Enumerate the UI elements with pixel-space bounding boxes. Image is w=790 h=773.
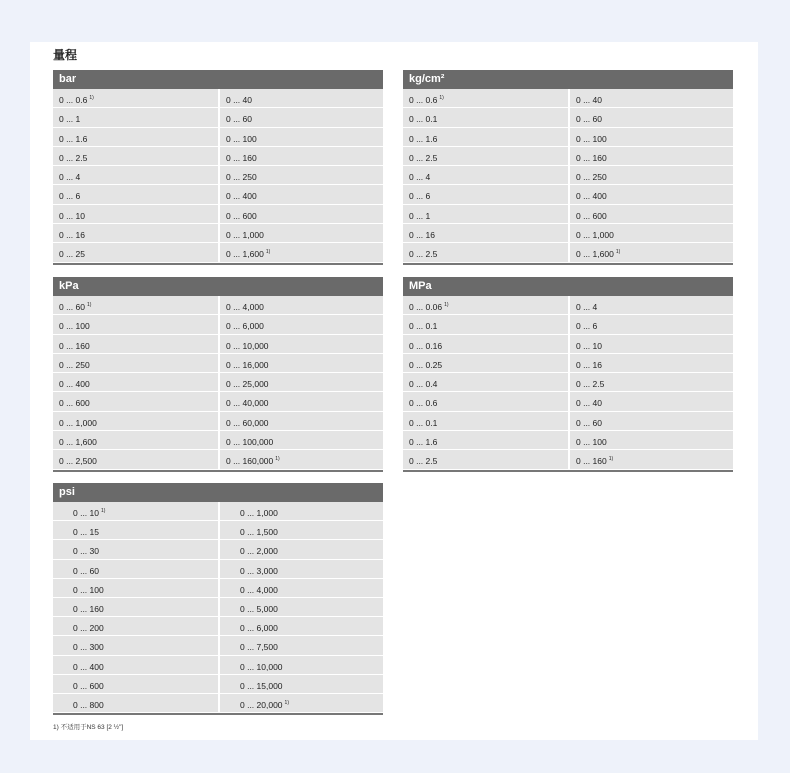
range-value: 0 ... 2.5 — [409, 249, 438, 260]
left-range-cell — [403, 450, 568, 468]
table-row — [53, 450, 383, 469]
range-value: 0 ... 60 — [226, 114, 252, 125]
range-value: 0 ... 6 — [59, 191, 81, 202]
table-row — [403, 166, 733, 185]
range-sheet — [30, 42, 758, 740]
range-value: 0 ... 25 — [59, 249, 85, 260]
table-row — [53, 335, 383, 354]
right-range-cell — [568, 224, 733, 242]
right-range-cell — [218, 502, 383, 520]
table-row — [403, 205, 733, 224]
page-title: 量程 — [53, 48, 78, 62]
table-row — [403, 147, 733, 166]
table-row — [53, 128, 383, 147]
range-value: 0 ... 600 — [576, 210, 607, 221]
right-range-cell — [218, 185, 383, 203]
left-range-cell — [403, 89, 568, 107]
right-range-cell — [218, 617, 383, 635]
range-value: 0 ... 100 — [73, 584, 104, 595]
table-row — [53, 617, 383, 636]
left-range-cell — [53, 598, 218, 616]
left-range-cell — [53, 128, 218, 146]
left-range-cell — [53, 296, 218, 314]
range-value: 0 ... 60 — [59, 302, 85, 312]
range-value: 0 ... 60 — [73, 565, 99, 576]
range-value: 0 ... 5,000 — [240, 603, 278, 614]
range-value: 0 ... 400 — [576, 191, 607, 202]
table-row — [53, 147, 383, 166]
range-value: 0 ... 1,000 — [59, 417, 97, 428]
footnote-marker: 1) — [439, 95, 444, 101]
left-range-cell — [403, 296, 568, 314]
table-row — [403, 335, 733, 354]
left-range-cell — [403, 108, 568, 126]
footnote-marker: 1) — [101, 508, 106, 514]
range-value: 0 ... 0.6 — [409, 398, 438, 409]
range-value: 0 ... 16 — [59, 230, 85, 241]
left-range-cell — [403, 205, 568, 223]
range-value: 0 ... 4 — [576, 302, 598, 312]
range-value: 0 ... 160 — [226, 152, 257, 163]
footnote-marker: 1) — [275, 456, 280, 463]
right-range-cell — [568, 147, 733, 165]
range-value: 0 ... 160 — [73, 603, 104, 614]
table-row — [403, 450, 733, 469]
table-header: MPa — [403, 277, 733, 296]
range-value: 0 ... 25,000 — [226, 379, 269, 390]
table-row — [53, 560, 383, 579]
right-range-cell — [218, 224, 383, 242]
table-row — [403, 89, 733, 108]
right-range-cell — [568, 185, 733, 203]
left-range-cell — [53, 675, 218, 693]
right-range-cell — [218, 315, 383, 333]
left-range-cell — [403, 128, 568, 146]
range-value: 0 ... 2.5 — [59, 152, 88, 163]
table-row — [403, 128, 733, 147]
right-range-cell — [218, 89, 383, 107]
range-value: 0 ... 20,000 — [240, 699, 283, 710]
range-value: 0 ... 0.06 — [409, 302, 443, 312]
range-value: 0 ... 15 — [73, 527, 99, 538]
right-range-cell — [218, 560, 383, 578]
range-value: 0 ... 16 — [409, 230, 435, 241]
range-value: 0 ... 60 — [576, 114, 602, 125]
table-header: bar — [53, 70, 383, 89]
range-value: 0 ... 1,000 — [240, 508, 278, 518]
right-range-cell — [218, 412, 383, 430]
table-row — [53, 373, 383, 392]
kgcm2-range-table — [403, 70, 733, 265]
range-value: 0 ... 0.6 — [409, 95, 438, 105]
right-range-cell — [218, 166, 383, 184]
right-range-cell — [568, 315, 733, 333]
range-value: 0 ... 160 — [59, 340, 90, 351]
table-row — [53, 694, 383, 713]
left-range-cell — [403, 315, 568, 333]
right-range-cell — [218, 675, 383, 693]
range-value: 0 ... 160 — [576, 152, 607, 163]
left-range-cell — [53, 617, 218, 635]
table-row — [53, 89, 383, 108]
range-value: 0 ... 10,000 — [226, 340, 269, 351]
range-value: 0 ... 1.6 — [59, 133, 88, 144]
table-header: psi — [53, 483, 383, 502]
footnote-marker: 1) — [89, 95, 94, 101]
right-range-cell — [568, 108, 733, 126]
range-value: 0 ... 1,600 — [226, 249, 264, 260]
footnote-marker: 1) — [444, 302, 449, 308]
range-value: 0 ... 0.25 — [409, 359, 443, 370]
range-value: 0 ... 4,000 — [226, 302, 264, 312]
range-value: 0 ... 10 — [59, 210, 85, 221]
left-range-cell — [403, 335, 568, 353]
range-value: 0 ... 600 — [59, 398, 90, 409]
range-value: 0 ... 4 — [409, 172, 431, 183]
range-value: 0 ... 1.6 — [409, 437, 438, 448]
psi-range-table — [53, 483, 383, 715]
range-value: 0 ... 0.16 — [409, 340, 443, 351]
range-value: 0 ... 100 — [576, 437, 607, 448]
range-value: 0 ... 1,600 — [59, 437, 97, 448]
range-value: 0 ... 1,500 — [240, 527, 278, 538]
range-value: 0 ... 0.1 — [409, 114, 438, 125]
right-range-cell — [568, 243, 733, 261]
right-range-cell — [218, 296, 383, 314]
table-row — [53, 315, 383, 334]
range-value: 0 ... 6,000 — [226, 321, 264, 332]
range-value: 0 ... 1 — [59, 114, 81, 125]
range-value: 0 ... 160 — [576, 456, 607, 467]
right-range-cell — [218, 354, 383, 372]
range-value: 0 ... 4,000 — [240, 584, 278, 595]
right-range-cell — [568, 296, 733, 314]
right-range-cell — [218, 431, 383, 449]
range-value: 0 ... 0.6 — [59, 95, 88, 105]
left-range-cell — [53, 335, 218, 353]
right-range-cell — [218, 373, 383, 391]
table-row — [403, 224, 733, 243]
left-range-cell — [53, 373, 218, 391]
right-range-cell — [568, 335, 733, 353]
left-range-cell — [403, 373, 568, 391]
range-value: 0 ... 4 — [59, 172, 81, 183]
table-row — [403, 392, 733, 411]
table-row — [53, 185, 383, 204]
left-range-cell — [53, 89, 218, 107]
footnote-marker: 1) — [87, 302, 92, 308]
range-value: 0 ... 250 — [59, 359, 90, 370]
right-range-cell — [218, 598, 383, 616]
table-row — [53, 502, 383, 521]
table-row — [53, 243, 383, 262]
table-row — [53, 166, 383, 185]
left-range-cell — [53, 636, 218, 654]
range-value: 0 ... 3,000 — [240, 565, 278, 576]
range-value: 0 ... 1 — [409, 210, 431, 221]
left-range-cell — [53, 412, 218, 430]
left-range-cell — [403, 392, 568, 410]
footnote: 1) 不适用于NS 63 [2 ½"] — [53, 724, 124, 731]
right-range-cell — [218, 108, 383, 126]
left-range-cell — [53, 166, 218, 184]
range-value: 0 ... 0.4 — [409, 379, 438, 390]
right-range-cell — [218, 521, 383, 539]
table-row — [53, 675, 383, 694]
table-row — [53, 108, 383, 127]
right-range-cell — [568, 412, 733, 430]
left-range-cell — [53, 315, 218, 333]
range-value: 0 ... 2.5 — [409, 456, 438, 467]
table-row — [53, 540, 383, 559]
right-range-cell — [218, 128, 383, 146]
range-value: 0 ... 2.5 — [576, 379, 605, 390]
left-range-cell — [53, 502, 218, 520]
right-range-cell — [568, 128, 733, 146]
range-value: 0 ... 6 — [576, 321, 598, 332]
table-row — [53, 521, 383, 540]
mpa-range-table — [403, 277, 733, 472]
footnote-marker: 1) — [615, 249, 621, 256]
table-row — [403, 185, 733, 204]
left-range-cell — [53, 540, 218, 558]
left-range-cell — [403, 354, 568, 372]
footnote-marker: 1) — [284, 699, 289, 706]
left-range-cell — [53, 108, 218, 126]
range-value: 0 ... 100 — [59, 321, 90, 332]
left-range-cell — [403, 166, 568, 184]
left-range-cell — [403, 185, 568, 203]
left-range-cell — [403, 147, 568, 165]
range-value: 0 ... 250 — [576, 172, 607, 183]
left-range-cell — [403, 412, 568, 430]
right-range-cell — [568, 373, 733, 391]
right-range-cell — [218, 694, 383, 712]
left-range-cell — [53, 392, 218, 410]
table-row — [403, 296, 733, 315]
left-range-cell — [53, 354, 218, 372]
right-range-cell — [568, 354, 733, 372]
range-value: 0 ... 40 — [576, 398, 602, 409]
left-range-cell — [53, 579, 218, 597]
table-row — [403, 412, 733, 431]
table-row — [53, 656, 383, 675]
right-range-cell — [218, 579, 383, 597]
right-range-cell — [568, 431, 733, 449]
range-value: 0 ... 400 — [226, 191, 257, 202]
table-row — [53, 224, 383, 243]
right-range-cell — [568, 205, 733, 223]
range-value: 0 ... 100 — [226, 133, 257, 144]
left-range-cell — [53, 431, 218, 449]
right-range-cell — [568, 166, 733, 184]
right-range-cell — [568, 89, 733, 107]
table-row — [53, 412, 383, 431]
range-value: 0 ... 2,500 — [59, 456, 97, 467]
range-value: 0 ... 60,000 — [226, 417, 269, 428]
range-value: 0 ... 100 — [576, 133, 607, 144]
left-range-cell — [53, 205, 218, 223]
bar-range-table — [53, 70, 383, 265]
left-range-cell — [403, 224, 568, 242]
range-value: 0 ... 15,000 — [240, 680, 283, 691]
table-row — [403, 373, 733, 392]
left-range-cell — [53, 560, 218, 578]
right-range-cell — [218, 656, 383, 674]
range-value: 0 ... 16 — [576, 359, 602, 370]
left-range-cell — [53, 243, 218, 261]
range-value: 0 ... 6 — [409, 191, 431, 202]
table-row — [53, 296, 383, 315]
footnote-marker: 1) — [265, 249, 271, 256]
table-row — [53, 431, 383, 450]
table-row — [53, 205, 383, 224]
range-value: 0 ... 6,000 — [240, 623, 278, 634]
table-row — [403, 315, 733, 334]
footnote-marker: 1) — [608, 456, 614, 463]
left-range-cell — [53, 185, 218, 203]
left-range-cell — [53, 656, 218, 674]
table-row — [53, 392, 383, 411]
left-range-cell — [53, 521, 218, 539]
range-value: 0 ... 600 — [226, 210, 257, 221]
table-header: kg/cm² — [403, 70, 733, 89]
table-header: kPa — [53, 277, 383, 296]
right-range-cell — [568, 450, 733, 468]
range-value: 0 ... 600 — [73, 680, 104, 691]
table-row — [403, 108, 733, 127]
left-range-cell — [403, 243, 568, 261]
range-value: 0 ... 7,500 — [240, 642, 278, 653]
right-range-cell — [218, 335, 383, 353]
left-range-cell — [53, 450, 218, 468]
right-range-cell — [568, 392, 733, 410]
table-row — [403, 354, 733, 373]
left-range-cell — [403, 431, 568, 449]
range-value: 0 ... 2.5 — [409, 152, 438, 163]
range-value: 0 ... 1,000 — [226, 230, 264, 241]
right-range-cell — [218, 243, 383, 261]
table-row — [403, 431, 733, 450]
range-value: 0 ... 10,000 — [240, 661, 283, 672]
kpa-range-table — [53, 277, 383, 472]
table-row — [53, 598, 383, 617]
range-value: 0 ... 40 — [576, 95, 602, 105]
left-range-cell — [53, 147, 218, 165]
range-value: 0 ... 1.6 — [409, 133, 438, 144]
right-range-cell — [218, 392, 383, 410]
range-value: 0 ... 0.1 — [409, 417, 438, 428]
range-value: 0 ... 2,000 — [240, 546, 278, 557]
right-range-cell — [218, 636, 383, 654]
table-row — [53, 579, 383, 598]
range-value: 0 ... 200 — [73, 623, 104, 634]
range-value: 0 ... 300 — [73, 642, 104, 653]
right-range-cell — [218, 450, 383, 468]
table-row — [403, 243, 733, 262]
range-value: 0 ... 0.1 — [409, 321, 438, 332]
range-value: 0 ... 30 — [73, 546, 99, 557]
range-value: 0 ... 400 — [73, 661, 104, 672]
left-range-cell — [53, 694, 218, 712]
range-value: 0 ... 40,000 — [226, 398, 269, 409]
range-value: 0 ... 10 — [73, 508, 99, 518]
range-value: 0 ... 1,000 — [576, 230, 614, 241]
range-value: 0 ... 800 — [73, 699, 104, 710]
range-value: 0 ... 1,600 — [576, 249, 614, 260]
right-range-cell — [218, 540, 383, 558]
right-range-cell — [218, 147, 383, 165]
range-value: 0 ... 16,000 — [226, 359, 269, 370]
left-range-cell — [53, 224, 218, 242]
range-value: 0 ... 40 — [226, 95, 252, 105]
range-value: 0 ... 160,000 — [226, 456, 274, 467]
range-value: 0 ... 250 — [226, 172, 257, 183]
table-row — [53, 354, 383, 373]
range-value: 0 ... 60 — [576, 417, 602, 428]
range-value: 0 ... 400 — [59, 379, 90, 390]
table-row — [53, 636, 383, 655]
range-value: 0 ... 10 — [576, 340, 602, 351]
right-range-cell — [218, 205, 383, 223]
range-value: 0 ... 100,000 — [226, 437, 274, 448]
